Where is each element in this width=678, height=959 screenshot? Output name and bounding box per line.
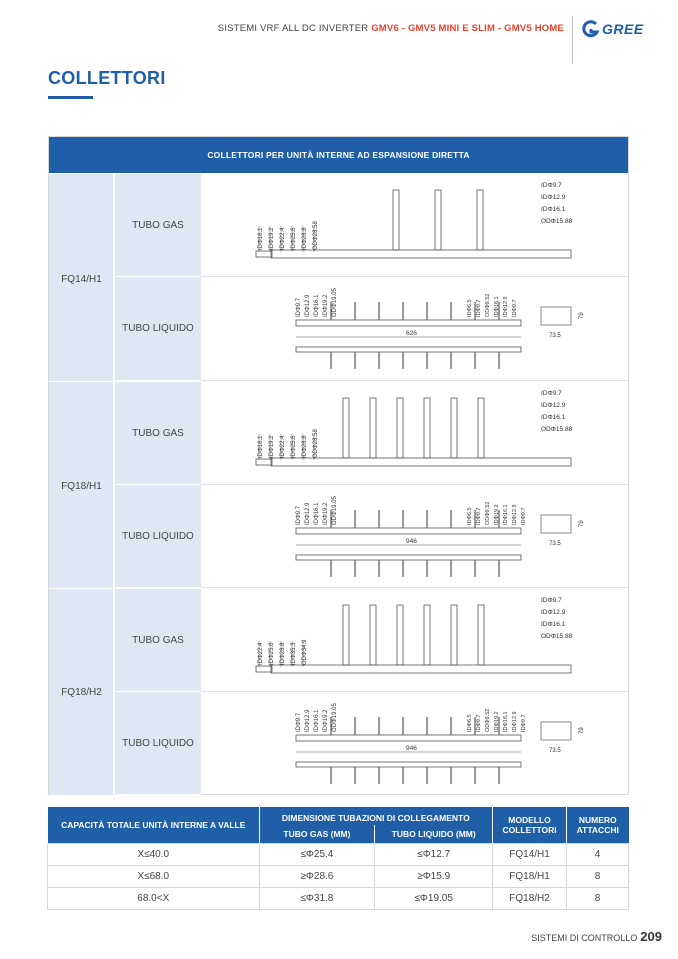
cell-capacity: X≤68.0 bbox=[48, 865, 260, 887]
branch-pipe bbox=[397, 398, 403, 458]
branch-pipe bbox=[424, 398, 430, 458]
side-width-label: 73.5 bbox=[549, 541, 561, 547]
branch-pipe bbox=[370, 398, 376, 458]
cell-gas: ≤Φ31.8 bbox=[259, 887, 375, 909]
cell-capacity: X≤40.0 bbox=[48, 843, 260, 865]
dimension-label: IDΦ19.2 bbox=[323, 502, 329, 525]
header-highlight: GMV6 - GMV5 MINI E SLIM - GMV5 HOME bbox=[371, 23, 564, 34]
dimension-label: IDΦ19.2 bbox=[494, 504, 500, 525]
side-height-label: 79 bbox=[579, 312, 585, 319]
header-prefix: SISTEMI VRF ALL DC INVERTER bbox=[217, 23, 372, 34]
dimension-label: IDΦ6.5 bbox=[467, 714, 473, 732]
dimension-label: ODΦ15.88 bbox=[541, 633, 573, 640]
branch-pipe bbox=[451, 605, 457, 665]
reducer-fitting bbox=[256, 666, 272, 672]
dimension-label: IDΦ25.6 bbox=[269, 642, 275, 665]
cell-gas: ≤Φ25.4 bbox=[259, 843, 375, 865]
logo-swirl-icon bbox=[582, 20, 600, 38]
header-pipe-top bbox=[296, 320, 521, 326]
type-liquid-fq18h2: TUBO LIQUIDO bbox=[115, 692, 201, 795]
logo-text: GREE bbox=[602, 21, 644, 37]
dimension-label: IDΦ9.7 bbox=[512, 299, 518, 317]
dimension-label: IDΦ16.1 bbox=[314, 502, 320, 525]
cell-model: FQ14/H1 bbox=[493, 843, 567, 865]
dimension-label: IDΦ9.7 bbox=[296, 505, 302, 525]
cell-model: FQ18/H2 bbox=[493, 887, 567, 909]
dimension-label: IDΦ16.1 bbox=[314, 709, 320, 732]
page-footer bbox=[531, 929, 662, 944]
dimension-label: IDΦ19.2 bbox=[269, 435, 275, 458]
dimension-label: IDΦ28.8 bbox=[280, 642, 286, 665]
branch-pipe bbox=[370, 605, 376, 665]
title-underline bbox=[48, 96, 93, 99]
dimension-label: IDΦ35.3 bbox=[291, 642, 297, 665]
cell-liquid: ≤Φ12.7 bbox=[375, 843, 493, 865]
dimension-label: IDΦ16.1 bbox=[541, 621, 566, 628]
header-count: NUMERO ATTACCHI bbox=[567, 807, 629, 843]
dimension-label: IDΦ9.7 bbox=[476, 507, 482, 525]
dimension-label: IDΦ16.1 bbox=[494, 296, 500, 317]
dimension-label: IDΦ9.7 bbox=[521, 507, 527, 525]
dimension-label: ODΦ19.05 bbox=[332, 496, 338, 525]
cell-gas: ≥Φ28.6 bbox=[259, 865, 375, 887]
dimension-label: ODΦ9.52 bbox=[485, 293, 491, 317]
header-pipe bbox=[271, 250, 571, 258]
dimension-label: IDΦ12.9 bbox=[541, 609, 566, 616]
dimension-label: ODΦ15.88 bbox=[541, 426, 573, 433]
dimension-label: IDΦ12.9 bbox=[512, 504, 518, 525]
header-gas: TUBO GAS (MM) bbox=[259, 825, 375, 843]
cell-liquid: ≥Φ15.9 bbox=[375, 865, 493, 887]
dimension-label: ODΦ15.88 bbox=[541, 218, 573, 225]
dimension-label: IDΦ19.2 bbox=[269, 227, 275, 250]
dimension-label: IDΦ9.7 bbox=[296, 712, 302, 732]
cell-count: 8 bbox=[567, 887, 629, 909]
dimension-label: IDΦ16.1 bbox=[258, 435, 264, 458]
dimension-label: IDΦ12.9 bbox=[503, 296, 509, 317]
figure-table-heading: COLLETTORI PER UNITÀ INTERNE AD ESPANSIONE DIRETTA bbox=[49, 137, 628, 173]
side-height-label: 79 bbox=[579, 727, 585, 734]
cell-liquid: ≤Φ19.05 bbox=[375, 887, 493, 909]
dimension-label: IDΦ9.7 bbox=[296, 297, 302, 317]
model-label-fq18h1: FQ18/H1 bbox=[61, 481, 102, 492]
liquid-drawing bbox=[201, 277, 629, 381]
dimension-label: IDΦ16.1 bbox=[503, 504, 509, 525]
type-liquid-fq14: TUBO LIQUIDO bbox=[115, 277, 201, 381]
drawing-liquid-fq14 bbox=[201, 277, 629, 381]
branch-pipe bbox=[435, 190, 441, 250]
drawing-liquid-fq18h2 bbox=[201, 692, 629, 795]
liquid-drawing bbox=[201, 485, 629, 588]
header-model: MODELLO COLLETTORI bbox=[493, 807, 567, 843]
branch-pipe bbox=[393, 190, 399, 250]
cell-model: FQ18/H1 bbox=[493, 865, 567, 887]
type-gas-fq14: TUBO GAS bbox=[115, 174, 201, 277]
drawing-gas-fq18h1 bbox=[201, 382, 629, 485]
gas-drawing bbox=[201, 174, 629, 277]
dimension-label: IDΦ9.7 bbox=[476, 714, 482, 732]
branch-pipe bbox=[424, 605, 430, 665]
side-view bbox=[541, 307, 571, 325]
spec-table bbox=[47, 807, 629, 910]
reducer-fitting bbox=[256, 459, 272, 465]
collector-figure-table bbox=[48, 136, 629, 795]
dimension-label: IDΦ22.4 bbox=[280, 227, 286, 250]
drawing-liquid-fq18h1 bbox=[201, 485, 629, 588]
page-title: COLLETTORI bbox=[48, 68, 166, 88]
table-row bbox=[48, 865, 629, 887]
dimension-label: IDΦ9.7 bbox=[541, 182, 562, 189]
gree-logo bbox=[582, 20, 648, 38]
footer-section: SISTEMI DI CONTROLLO bbox=[531, 933, 638, 943]
cell-count: 4 bbox=[567, 843, 629, 865]
dimension-label: IDΦ19.2 bbox=[494, 711, 500, 732]
dimension-label: ODΦ19.05 bbox=[332, 288, 338, 317]
dimension-label: IDΦ6.5 bbox=[467, 507, 473, 525]
side-width-label: 73.5 bbox=[549, 748, 561, 754]
side-view bbox=[541, 515, 571, 533]
side-height-label: 79 bbox=[579, 520, 585, 527]
drawing-gas-fq14 bbox=[201, 174, 629, 277]
reducer-fitting bbox=[256, 251, 272, 257]
header-pipe-top bbox=[296, 528, 521, 534]
dimension-label: ODΦ28.58 bbox=[313, 221, 319, 250]
dimension-label: IDΦ9.7 bbox=[541, 597, 562, 604]
dimension-label: IDΦ16.1 bbox=[541, 206, 566, 213]
header-pipe-side bbox=[296, 555, 521, 560]
branch-pipe bbox=[477, 190, 483, 250]
branch-pipe bbox=[343, 398, 349, 458]
model-label-fq14: FQ14/H1 bbox=[61, 274, 102, 285]
dimension-label: ODΦ9.52 bbox=[485, 501, 491, 525]
dimension-label: IDΦ12.9 bbox=[305, 294, 311, 317]
dimension-label: IDΦ12.9 bbox=[541, 402, 566, 409]
header-capacity: CAPACITÀ TOTALE UNITÀ INTERNE A VALLE bbox=[48, 807, 260, 843]
dimension-label: ODΦ9.52 bbox=[485, 708, 491, 732]
branch-pipe bbox=[478, 398, 484, 458]
dimension-label: IDΦ19.2 bbox=[323, 709, 329, 732]
cell-count: 8 bbox=[567, 865, 629, 887]
branch-pipe bbox=[397, 605, 403, 665]
dimension-label: IDΦ16.1 bbox=[314, 294, 320, 317]
dimension-label: IDΦ25.6 bbox=[291, 435, 297, 458]
dimension-label: IDΦ9.7 bbox=[476, 299, 482, 317]
dimension-label: IDΦ16.1 bbox=[541, 414, 566, 421]
side-width-label: 73.5 bbox=[549, 333, 561, 339]
side-view bbox=[541, 722, 571, 740]
length-label: 946 bbox=[406, 538, 417, 545]
dimension-label: IDΦ28.8 bbox=[302, 435, 308, 458]
dimension-label: IDΦ22.4 bbox=[258, 642, 264, 665]
header-pipe bbox=[271, 458, 571, 466]
branch-pipe bbox=[478, 605, 484, 665]
type-liquid-fq18h1: TUBO LIQUIDO bbox=[115, 485, 201, 588]
branch-pipe bbox=[343, 605, 349, 665]
gas-drawing bbox=[201, 589, 629, 692]
header-pipe-side bbox=[296, 347, 521, 352]
header-pipe-side bbox=[296, 762, 521, 767]
length-label: 946 bbox=[406, 745, 417, 752]
dimension-label: IDΦ16.1 bbox=[503, 711, 509, 732]
header-dimension: DIMENSIONE TUBAZIONI DI COLLEGAMENTO bbox=[259, 807, 493, 825]
page-header bbox=[0, 14, 678, 44]
header-pipe bbox=[271, 665, 571, 673]
dimension-label: IDΦ12.9 bbox=[512, 711, 518, 732]
length-label: 626 bbox=[406, 330, 417, 337]
header-text bbox=[218, 23, 564, 34]
dimension-label: ODΦ19.05 bbox=[332, 703, 338, 732]
dimension-label: ODΦ34.9 bbox=[302, 639, 308, 665]
dimension-label: IDΦ28.8 bbox=[302, 227, 308, 250]
drawing-gas-fq18h2 bbox=[201, 589, 629, 692]
table-row bbox=[48, 887, 629, 909]
header-divider bbox=[572, 16, 573, 64]
dimension-label: IDΦ6.5 bbox=[467, 299, 473, 317]
dimension-label: IDΦ12.9 bbox=[305, 502, 311, 525]
liquid-drawing bbox=[201, 692, 629, 795]
dimension-label: IDΦ9.7 bbox=[521, 714, 527, 732]
type-gas-fq18h2: TUBO GAS bbox=[115, 589, 201, 692]
cell-capacity: 68.0<X bbox=[48, 887, 260, 909]
page-number: 209 bbox=[640, 929, 662, 944]
dimension-label: IDΦ19.2 bbox=[323, 294, 329, 317]
dimension-label: IDΦ16.1 bbox=[258, 227, 264, 250]
branch-pipe bbox=[451, 398, 457, 458]
dimension-label: IDΦ9.7 bbox=[541, 390, 562, 397]
dimension-label: IDΦ12.9 bbox=[541, 194, 566, 201]
type-gas-fq18h1: TUBO GAS bbox=[115, 382, 201, 485]
header-pipe-top bbox=[296, 735, 521, 741]
dimension-label: ODΦ28.58 bbox=[313, 429, 319, 458]
gas-drawing bbox=[201, 382, 629, 485]
table-row bbox=[48, 843, 629, 865]
dimension-label: IDΦ22.4 bbox=[280, 435, 286, 458]
dimension-label: IDΦ12.9 bbox=[305, 709, 311, 732]
header-liquid: TUBO LIQUIDO (MM) bbox=[375, 825, 493, 843]
dimension-label: IDΦ25.6 bbox=[291, 227, 297, 250]
model-label-fq18h2: FQ18/H2 bbox=[61, 687, 102, 698]
